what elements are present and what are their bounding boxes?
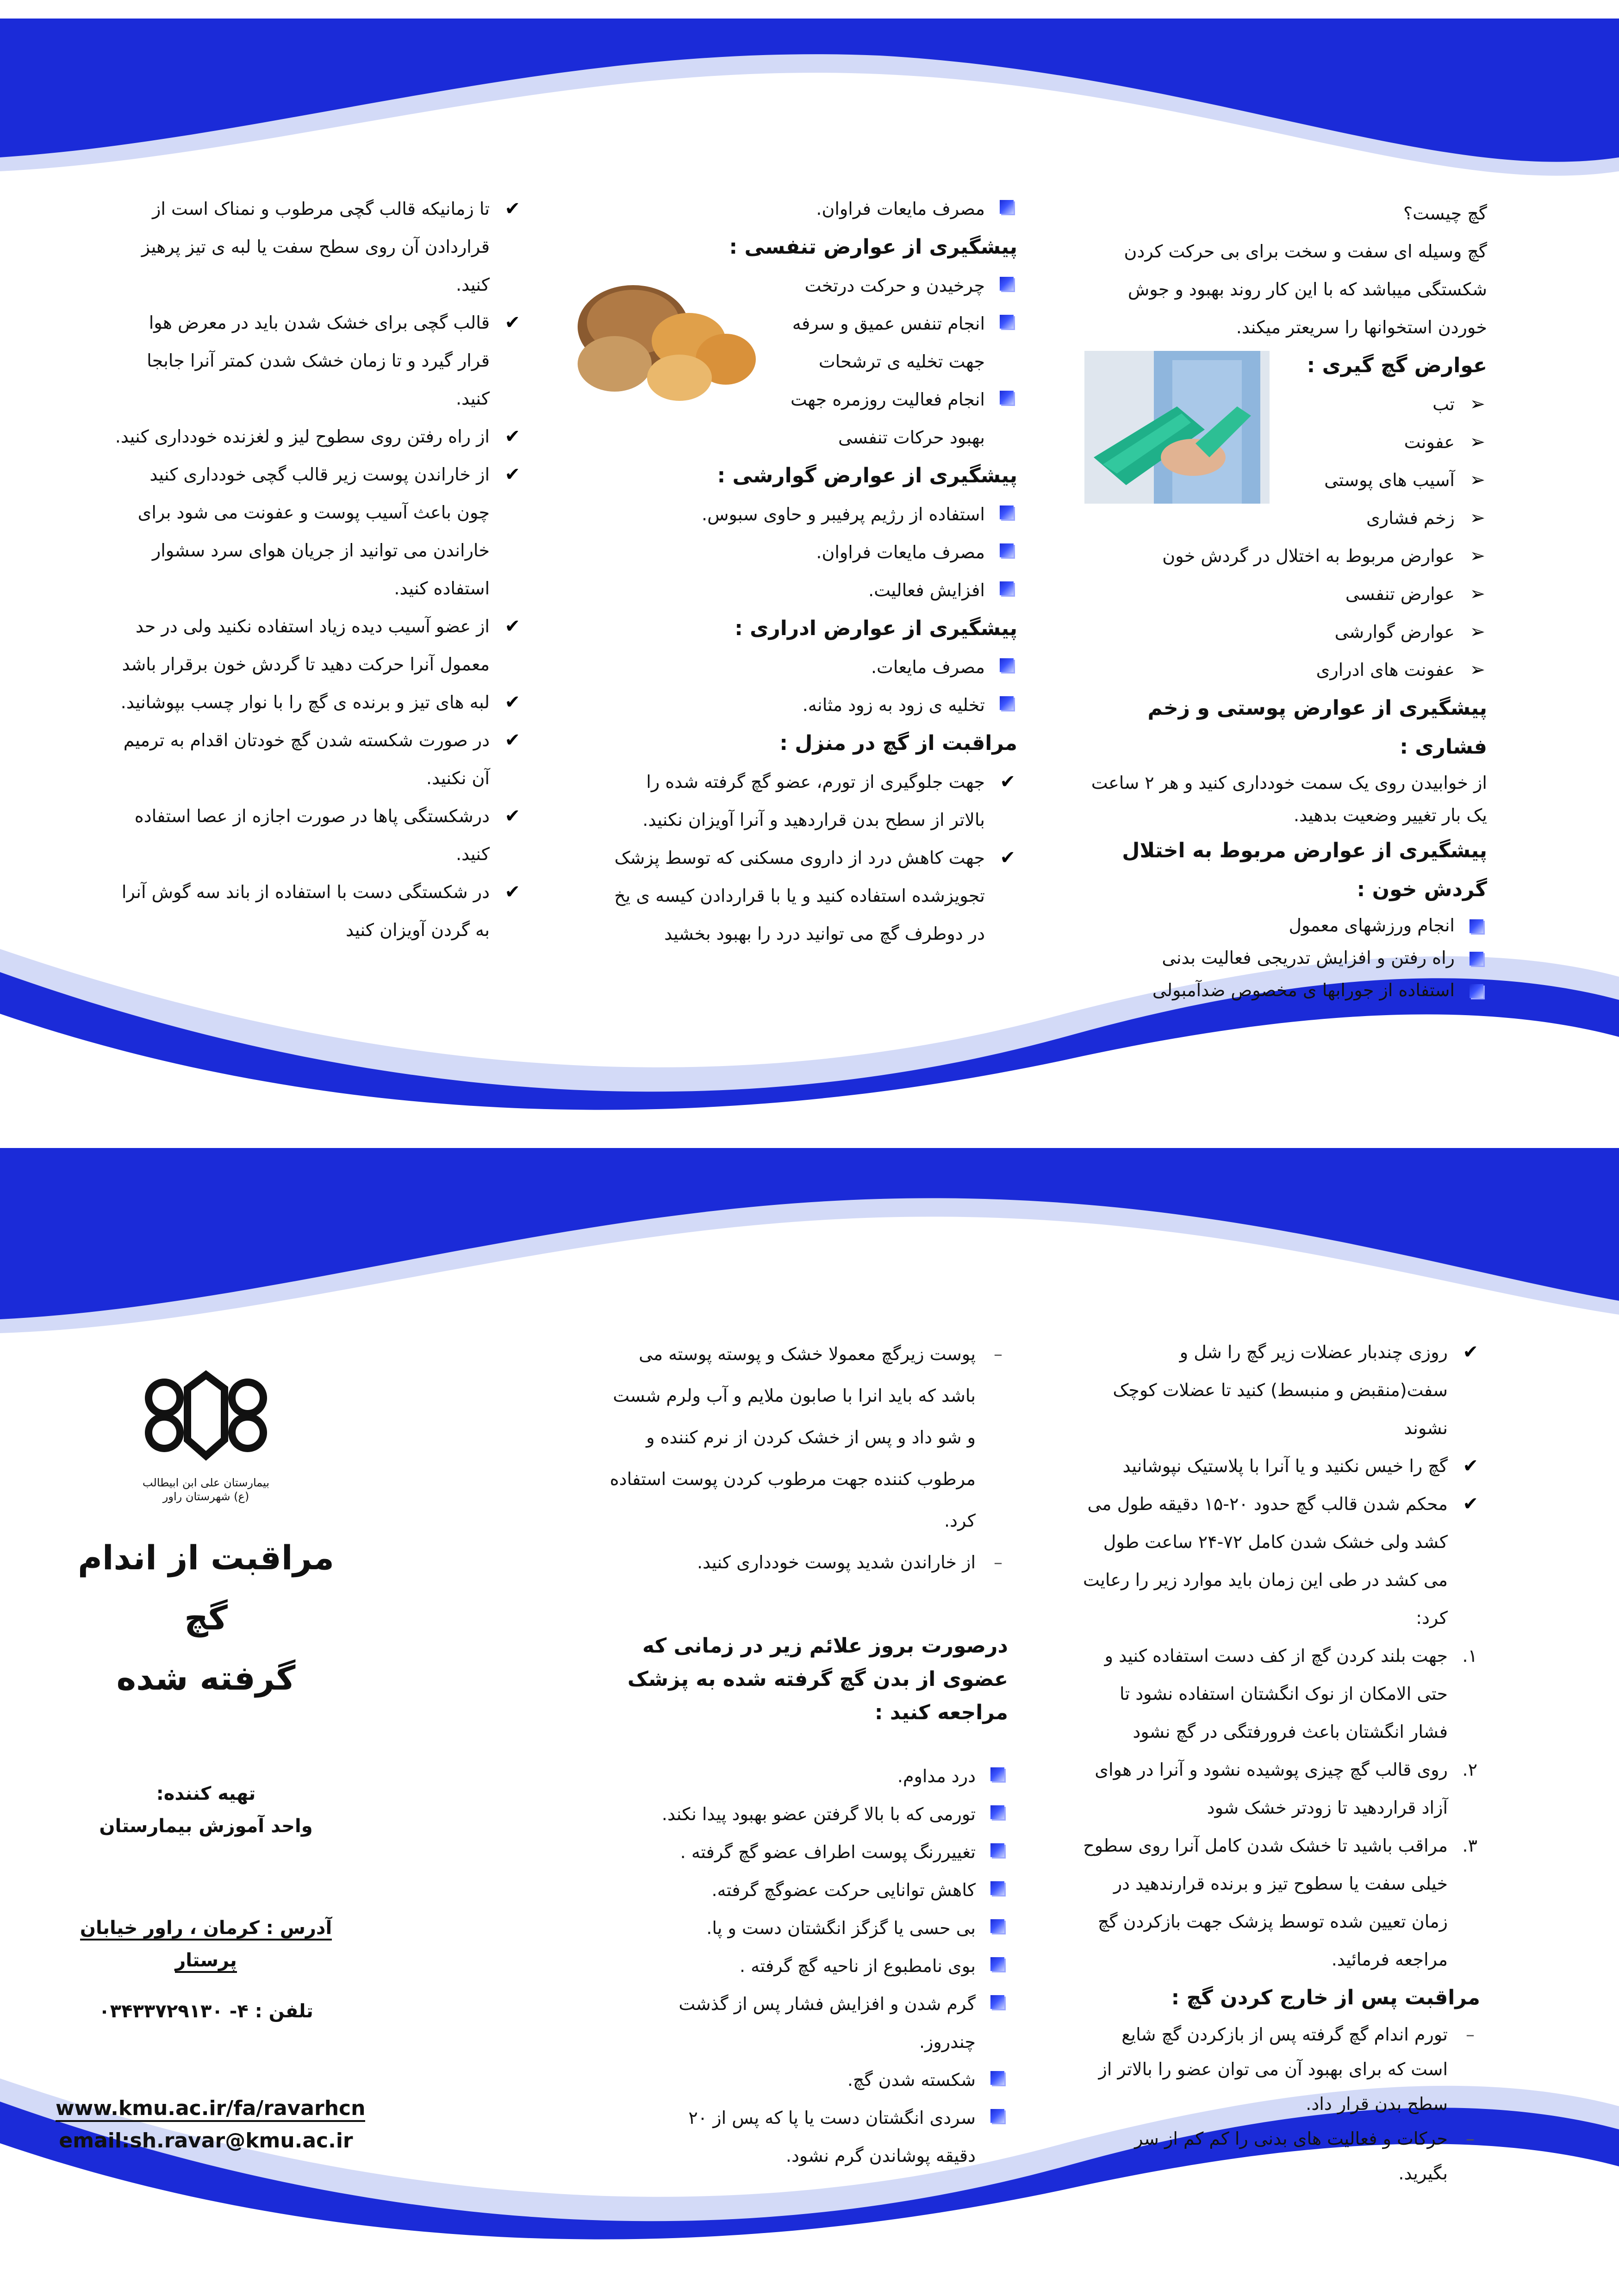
middle-panel (601, 1333, 1008, 2175)
cast-tip-item: ✔ روزی چندبار عضلات زیر گچ را شل و سفت(منقبض و منبسط) کنید تا عضلات کوچک نشوند (1082, 1333, 1480, 1447)
cast-care-item: ✔ از عضو آسیب دیده زیاد استفاده نکنید ولی در حد معمول آنرا حرکت دهید تا گردش خون برقرار باشد (115, 607, 522, 683)
respiratory-item: چرخیدن و حرکت درتخت (777, 267, 1017, 305)
checkmark-icon: ✔ (1463, 1455, 1478, 1477)
gastro-item: استفاده از رژیم پرفیبر و حاوی سبوس. (554, 495, 1017, 533)
square-bullet-icon (1000, 277, 1014, 291)
warning-sign-item: بی حسی یا گزگز انگشتان دست و پا. (656, 1909, 1008, 1947)
arrow-bullet-icon: ➢ (1470, 393, 1485, 415)
right-panel (1082, 1333, 1480, 2191)
prepared-by-label: تهیه کننده: (156, 1783, 256, 1804)
address-text: آدرس : کرمان ، راور خیابان پرستار (80, 1917, 332, 1973)
square-bullet-icon (990, 1805, 1004, 1819)
brochure-inside-page (0, 19, 1619, 1139)
home-care-title: مراقبت از گچ در منزل : (779, 731, 1017, 755)
urinary-item: تخلیه ی زود به زود مثانه. (554, 686, 1017, 724)
warning-title: درصورت بروز علائم زیر در زمانی که عضوی از بدن گچ گرفته شده به پزشک مراجعه کنید : (627, 1634, 1008, 1724)
middle-panel (554, 190, 1017, 953)
phone-text: تلفن : ۴- ۰۳۴۳۳۷۲۹۱۳۰ (99, 2001, 313, 2022)
gastro-title: پیشگیری از عوارض گوارشی : (717, 464, 1017, 487)
home-care-item: ✔ جهت کاهش درد از داروی مسکنی که توسط پزشک تجویزشده استفاده کنید و یا با قراردادن کیسه ی یخ در دوطرف گچ می توانید درد را بهبود بخشید (610, 839, 1017, 953)
checkmark-icon: ✔ (504, 198, 520, 219)
square-bullet-icon (1000, 658, 1014, 672)
after-removal-title: مراقبت پس از خارج کردن گچ : (1171, 1986, 1480, 2009)
square-bullet-icon (990, 1957, 1004, 1971)
warning-sign-item: تغییررنگ پوست اطراف عضو گچ گرفته . (656, 1833, 1008, 1871)
square-bullet-icon (1470, 952, 1483, 966)
intro-text: گچ وسیله ای سفت و سخت برای بی حرکت کردن شکستگی میباشد که با این کار روند بهبود و جوش خوردن استخوانها را سریعتر میکند. (1124, 241, 1487, 337)
complication-item: ➢ زخم فشاری (1084, 499, 1487, 537)
checkmark-icon: ✔ (504, 730, 520, 751)
square-bullet-icon (1000, 505, 1014, 519)
arrow-bullet-icon: ➢ (1470, 621, 1485, 643)
top-wave-decoration (0, 1148, 1619, 1342)
drying-step: ۲. روی قالب گچ چیزی پوشیده نشود و آنرا در هوای آزاد قراردهید تا زودتر خشک شود (1095, 1759, 1477, 1818)
circulation-item: انجام ورزشهای معمول (1084, 909, 1487, 942)
arm-cast-photo (1084, 351, 1270, 504)
arrow-bullet-icon: ➢ (1470, 431, 1485, 453)
arrow-bullet-icon: ➢ (1470, 583, 1485, 605)
drying-step: ۳. مراقب باشید تا خشک شدن کامل آنرا روی سطوح خیلی سفت یا سطوح تیز و برنده قرارندهید در زمان تعیین شده توسط پزشک جهت بازکردن گچ مراجعه فرمائید. (1083, 1835, 1477, 1970)
brochure-outside-page (0, 1148, 1619, 2268)
square-bullet-icon (1470, 984, 1483, 998)
complication-item: ➢ تب (1293, 385, 1487, 423)
checkmark-icon: ✔ (504, 692, 520, 713)
checkmark-icon: ✔ (1463, 1341, 1478, 1363)
cast-care-item: ✔ قالب گچی برای خشک شدن باید در معرض هوا قرار گیرد و تا زمان خشک شدن کمتر آنرا جابجا کنید. (115, 304, 522, 418)
checkmark-icon: ✔ (504, 426, 520, 447)
square-bullet-icon (990, 1767, 1004, 1781)
bread-photo (573, 271, 758, 410)
left-panel (115, 190, 522, 949)
top-wave-decoration (0, 19, 1619, 204)
square-bullet-icon (1000, 315, 1014, 329)
brochure-title-line1: مراقبت از اندام گچ (78, 1538, 334, 1637)
square-bullet-icon (990, 1881, 1004, 1895)
arrow-bullet-icon: ➢ (1470, 469, 1485, 491)
urinary-item: مصرف مایعات. (554, 648, 1017, 686)
square-bullet-icon (990, 1919, 1004, 1933)
square-bullet-icon (990, 2071, 1004, 2085)
arrow-bullet-icon: ➢ (1470, 507, 1485, 529)
square-bullet-icon (1000, 696, 1014, 710)
gastro-item: مصرف مایعات فراوان. (554, 533, 1017, 571)
checkmark-icon: ✔ (1463, 1493, 1478, 1515)
checkmark-icon: ✔ (504, 464, 520, 485)
complication-item: ➢ عفونت (1293, 423, 1487, 461)
checkmark-icon: ✔ (1000, 771, 1015, 792)
home-care-item: ✔ جهت جلوگیری از تورم، عضو گچ گرفته شده را بالاتر از سطح بدن قراردهید و آنرا آویزان نکنید. (610, 763, 1017, 839)
square-bullet-icon (1000, 200, 1014, 214)
arrow-bullet-icon: ➢ (1470, 545, 1485, 567)
warning-sign-item: درد مداوم. (656, 1757, 1008, 1795)
skin-care-item: – پوست زیرگچ معمولا خشک و پوسته پوسته می باشد که باید انرا با صابون ملایم و آب ولرم شست و شو داد و پس از خشک کردن از نرم کننده و مرطوب کننده جهت مرطوب کردن پوست استفاده کرد. (610, 1344, 1003, 1531)
cast-care-item: ✔ از راه رفتن روی سطوح لیز و لغزنده خودداری کنید. (115, 418, 522, 455)
cover-panel (56, 1370, 366, 2157)
complications-title: عوارض گچ گیری : (1307, 354, 1487, 377)
respiratory-title: پیشگیری از عوارض تنفسی : (729, 235, 1017, 259)
warning-sign-item: گرم شدن و افزایش فشار پس از گذشت چندروز. (656, 1985, 1008, 2061)
checkmark-icon: ✔ (504, 881, 520, 903)
circulation-prevention-title: پیشگیری از عوارض مربوط به اختلال گردش خون : (1122, 839, 1487, 901)
hospital-logo (137, 1370, 275, 1503)
circulation-item: راه رفتن و افزایش تدریجی فعالیت بدنی (1084, 942, 1487, 974)
complication-item: ➢ عفونت های ادراری (1084, 651, 1487, 689)
checkmark-icon: ✔ (504, 805, 520, 827)
checkmark-icon: ✔ (1000, 847, 1015, 868)
skin-care-item: – از خاراندن شدید پوست خودداری کنید. (697, 1552, 1003, 1572)
circulation-item: استفاده از جورابها ی مخصوص ضدآمبولی (1084, 974, 1487, 1006)
website-link[interactable]: www.kmu.ac.ir/fa/ravarhcn (56, 2096, 365, 2122)
warning-sign-item: تورمی که با بالا گرفتن عضو بهبود پیدا نکند. (656, 1795, 1008, 1833)
checkmark-icon: ✔ (504, 616, 520, 637)
cast-care-item: ✔ درشکستگی پاها در صورت اجازه از عصا استفاده کنید. (115, 797, 522, 873)
right-panel (1084, 194, 1487, 1006)
complication-item: ➢ عوارض مربوط به اختلال در گردش خون (1084, 537, 1487, 575)
warning-sign-item: شکسته شدن گچ. (656, 2061, 1008, 2099)
square-bullet-icon (990, 2109, 1004, 2123)
intro-question: گچ چیست؟ (1403, 203, 1487, 224)
prepared-by-value: واحد آموزش بیمارستان (99, 1816, 313, 1837)
after-removal-item: – تورم اندام گچ گرفته پس از بازکردن گچ شایع است که برای بهبود آن می توان عضو را بالاتر از سطح بدن قرار داد. (1098, 2024, 1475, 2114)
brochure-title-line2: گرفته شده (116, 1659, 296, 1697)
cast-care-item: ✔ در شکستگی دست با استفاده از باند سه گوش آنرا به گردن آویزان کنید (115, 873, 522, 949)
respiratory-item: انجام فعالیت روزمره جهت بهبود حرکات تنفسی (777, 381, 1017, 456)
arrow-bullet-icon: ➢ (1470, 659, 1485, 680)
complication-item: ➢ آسیب های پوستی (1293, 461, 1487, 499)
after-removal-item: – حرکات و فعالیت های بدنی را کم کم از سر بگیرید. (1134, 2128, 1475, 2184)
gastro-item: افزایش فعالیت. (554, 571, 1017, 609)
square-bullet-icon (1000, 543, 1014, 557)
drying-step: ۱. جهت بلند کردن گچ از کف دست استفاده کنید و حتی الامکان از نوک انگشتان استفاده نشود تا فشار انگشتان باعث فرورفتگی در گچ نشود (1104, 1646, 1477, 1742)
warning-sign-item: کاهش توانایی حرکت عضوگچ گرفته. (656, 1871, 1008, 1909)
cast-care-item: ✔ در صورت شکسته شدن گچ خودتان اقدام به ترمیم آن نکنید. (115, 721, 522, 797)
fluid-item: مصرف مایعات فراوان. (554, 190, 1017, 228)
urinary-title: پیشگیری از عوارض ادراری : (735, 617, 1017, 640)
square-bullet-icon (1470, 919, 1483, 933)
cast-tip-item: ✔ محکم شدن قالب گچ حدود ۲۰-۱۵ دقیقه طول می کشد ولی خشک شدن کامل ۷۲-۲۴ ساعت طول می کشد در طی این زمان باید موارد زیر را رعایت کرد: (1082, 1485, 1480, 1637)
complication-item: ➢ عوارض تنفسی (1084, 575, 1487, 613)
complication-item: ➢ عوارض گوارشی (1084, 613, 1487, 651)
cast-care-item: ✔ لبه های تیز و برنده ی گچ را با نوار چسب بپوشانید. (115, 683, 522, 721)
cast-tip-item: ✔ گچ را خیس نکنید و یا آنرا با پلاستیک نپوشانید (1082, 1447, 1480, 1485)
square-bullet-icon (990, 1843, 1004, 1857)
square-bullet-icon (1000, 391, 1014, 405)
square-bullet-icon (990, 1995, 1004, 2009)
cast-care-item: ✔ تا زمانیکه قالب گچی مرطوب و نمناک است از قراردادن آن روی سطح سفت یا لبه ی تیز پرهیز کنید. (115, 190, 522, 304)
logo-caption: بیمارستان علی ابن ابیطالب (ع) شهرستان راور (142, 1476, 270, 1503)
email-link[interactable]: email:sh.ravar@kmu.ac.ir (59, 2129, 353, 2152)
checkmark-icon: ✔ (504, 312, 520, 333)
cast-care-item: ✔ از خاراندن پوست زیر قالب گچی خودداری کنید چون باعث آسیب پوست و عفونت می شود برای خاراندن می توانید از جریان هوای سرد سشوار استفاده کنید. (115, 455, 522, 607)
warning-sign-item: بوی نامطبوع از ناحیه گچ گرفته . (656, 1947, 1008, 1985)
skin-prevention-text: از خوابیدن روی یک سمت خودداری کنید و هر ۲ ساعت یک بار تغییر وضعیت بدهید. (1091, 773, 1487, 825)
skin-prevention-title: پیشگیری از عوارض پوستی و زخم فشاری : (1147, 696, 1487, 759)
hospital-logo-icon (137, 1370, 275, 1463)
warning-sign-item: سردی انگشتان دست یا پا که پس از ۲۰ دقیقه پوشاندن گرم نشود. (656, 2099, 1008, 2175)
respiratory-item: انجام تنفس عمیق و سرفه جهت تخلیه ی ترشحات (777, 305, 1017, 381)
square-bullet-icon (1000, 581, 1014, 595)
